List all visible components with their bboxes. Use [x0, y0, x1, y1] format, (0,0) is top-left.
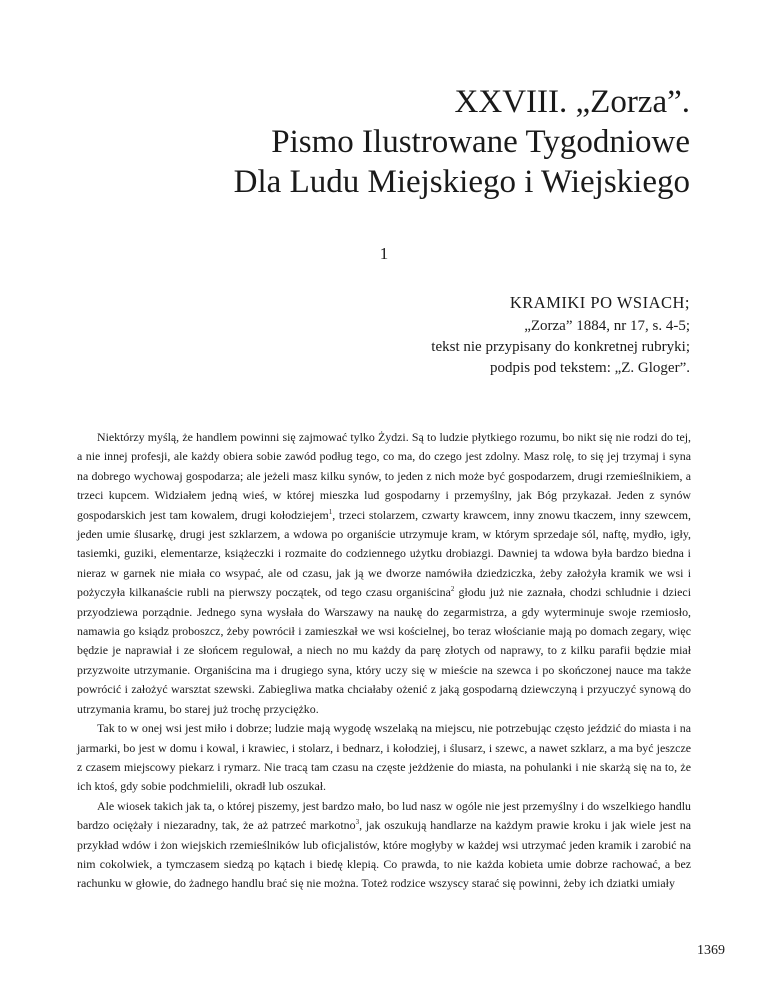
article-header [431, 290, 690, 379]
paragraph-2: Tak to w onej wsi jest miło i dobrze; ludzie mają wygodę wszelaką na miejscu, nie potrzebując często jeździć do miasta i na jarmarki, bo jest w domu i kowal, i krawiec, i stolarz, i bednarz, i kołodziej, i ślusarz, i szewc, a nawet szklarz, a ma być jeszcze z czasem miejscowy piekarz i rymarz. Nie tracą tam czasu na częste jeżdżenie do miasta, na pohulanki i nie skarżą się na to, że ich ktoś, gdy sobie podchmielili, okradł lub oszukał. [77, 721, 691, 794]
footnote-ref-3: 3 [355, 818, 360, 827]
article-meta-source: „Zorza” 1884, nr 17, s. 4-5; [524, 318, 690, 334]
footnote-ref-1: 1 [328, 507, 333, 516]
chapter-title-line-2: Pismo Ilustrowane Tygodniowe [271, 124, 690, 160]
paragraph-1-text-a: Niektórzy myślą, że handlem powinni się zajmować tylko Żydzi. Są to ludzie płytkiego rozumu, bo nikt się nie rodzi do tej, a nie innej profesji, ale każdy obiera sobie zawód podług tego, co ma, do czego jest zdolny. Masz rolę, to się jej trzymaj i syna na dobrego wychowaj gospodarza; ale jeżeli masz kilku synów, to jeden z nich może być gospodarzem, drugi rzemieślnikiem, a trzeci kupcem. Widziałem jedną wieś, w której mieszka lud gospodarny i przemyślny, jak Bóg przykazał. Jeden z synów gospodarskich jest tam kowalem, drugi kołodziejem [77, 430, 691, 522]
article-body [77, 428, 691, 894]
paragraph-1-text-c: głodu już nie zaznała, chodzi schludnie i dzieci przyodziewa porządnie. Jednego syna wysłała do Warszawy na naukę do zegarmistrza, a gdy wyterminuje swoje rzemiosło, namawia go ksiądz proboszcz, żeby powrócił i zamieszkał we wsi kościelnej, bo teraz włościanie mają po domach zegary, więc będzie je naprawiał i ze słońcem regulował, a niech no mu każdy da parę złotych od naprawy, to z kilku parafii będzie miał przyzwoite utrzymanie. Organiścina ma i drugiego syna, który uczy się w mieście na szewca i po skończonej nauce ma także powrócić i założyć warsztat szewski. Zabiegliwa matka chciałaby ożenić z jaką gospodarną dziewczyną i przyuczyć synową do utrzymania kramu, bo starej już trochę przyciężko. [77, 585, 691, 716]
page-number: 1369 [697, 943, 725, 958]
paragraph-1 [77, 428, 691, 719]
article-meta-signature: podpis pod tekstem: „Z. Gloger”. [490, 360, 690, 376]
chapter-title [234, 82, 690, 202]
chapter-title-line-3: Dla Ludu Miejskiego i Wiejskiego [233, 164, 690, 200]
paragraph-1-text-b: , trzeci stolarzem, czwarty krawcem, inny znowu tkaczem, inny szewcem, jeden umie ślusarkę, drugi jest szklarzem, a wdowa po organiście utrzymuje kram, w którym sprzedaje sól, naftę, mydło, igły, tasiemki, guziki, elementarze, książeczki i rozmaite do codziennego użytku drobiazgi. Dawniej ta wdowa była bardzo biedna i nieraz w garnek nie miała co wsypać, ale od czasu, jak ją we dworze namówiła dziedziczka, żeby założyła kramik we wsi i pożyczyła kilkanaście rubli na pierwszy początek, od tego czasu organiścina [77, 507, 691, 600]
section-number: 1 [379, 244, 389, 263]
article-meta [431, 316, 690, 379]
paragraph-3 [77, 797, 691, 894]
article-title: KRAMIKI PO WSIACH; [509, 293, 690, 312]
chapter-title-line-1: XXVIII. „Zorza”. [454, 84, 690, 120]
article-meta-rubric: tekst nie przypisany do konkretnej rubryki; [431, 339, 690, 355]
paragraph-3-text-a: Ale wiosek takich jak ta, o której piszemy, jest bardzo mało, bo lud nasz w ogóle nie jest przemyślny i do wszelkiego handlu bardzo ociężały i niezaradny, tak, że aż patrzeć markotno [77, 798, 691, 833]
paragraph-3-text-b: , jak oszukują handlarze na każdym prawie kroku i jak wiele jest na przykład wdów i żon wiejskich rzemieślników lub oficjalistów, które mogłyby w każdej wsi utrzymać jeden kramik i zarobić na nim cokolwiek, a tymczasem siedzą po kątach i biedę klepią. Co prawda, to nie każda kobieta umie dobrze rachować, a bez rachunku w głowie, do żadnego handlu brać się nie można. Toteż rodzice wszyscy starać się powinni, żeby ich dziatki umiały [77, 818, 691, 891]
footnote-ref-2: 2 [450, 585, 455, 594]
